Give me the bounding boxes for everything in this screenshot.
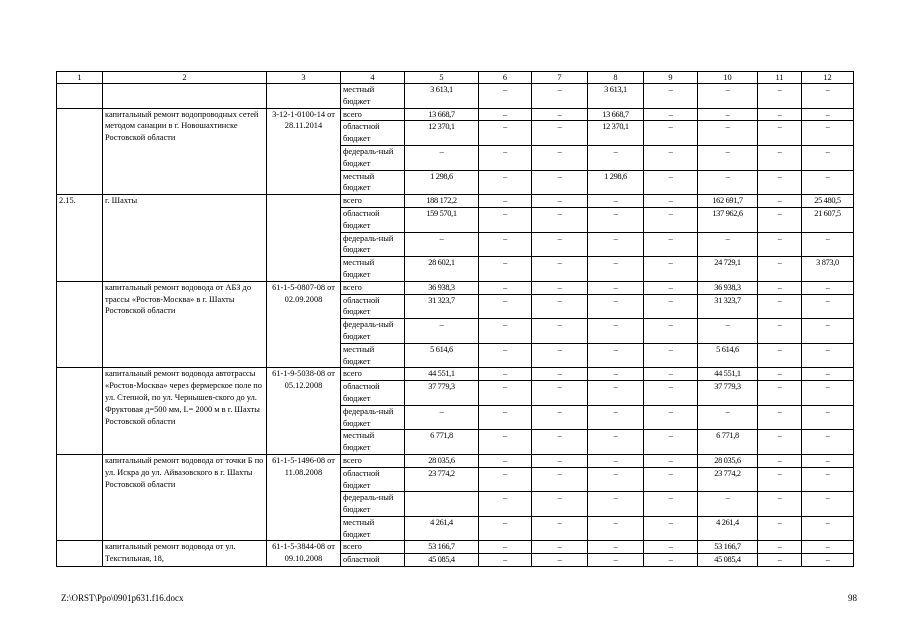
amount-cell: – [588,294,644,319]
amount-cell: – [588,232,644,257]
amount-cell: 31 323,7 [698,294,758,319]
amount-cell: – [479,108,532,121]
amount-cell: – [698,170,758,195]
amount-cell: – [532,195,588,208]
amount-cell: – [644,294,698,319]
amount-cell: – [802,405,854,430]
amount-cell: 53 166,7 [698,541,758,554]
amount-cell: – [479,516,532,541]
amount-cell: 36 938,3 [405,281,479,294]
document-number [267,195,341,282]
amount-cell: – [405,145,479,170]
amount-cell: – [588,516,644,541]
amount-cell: – [532,281,588,294]
amount-cell: – [479,195,532,208]
amount-cell: – [532,319,588,344]
amount-cell: – [644,454,698,467]
column-number-4: 4 [341,72,405,84]
amount-cell: – [802,492,854,517]
item-number [57,281,103,368]
table-row [57,368,854,381]
amount-cell: – [644,207,698,232]
page-number: 98 [848,593,857,603]
amount-cell: – [532,84,588,109]
amount-cell: – [698,108,758,121]
amount-cell: – [479,294,532,319]
amount-cell: – [644,319,698,344]
amount-cell: – [698,319,758,344]
amount-cell: – [758,121,802,146]
column-number-7: 7 [532,72,588,84]
amount-cell: – [802,368,854,381]
amount-cell: – [698,405,758,430]
amount-cell: – [802,554,854,567]
item-number [57,454,103,541]
amount-cell: 1 298,6 [588,170,644,195]
amount-cell: – [644,516,698,541]
amount-cell: – [758,281,802,294]
amount-cell: – [479,145,532,170]
item-number [57,108,103,195]
object-name: капитальный ремонт водовода от ул. Текстильная, 18, [103,541,267,567]
amount-cell: – [758,430,802,455]
amount-cell: 23 774,2 [698,467,758,492]
amount-cell: – [532,381,588,406]
amount-cell: 31 323,7 [405,294,479,319]
amount-cell: – [405,405,479,430]
object-name: капитальный ремонт водовода от точки Б по ул. Искра до ул. Айвазовского в г. Шахты Ростовской области [103,454,267,541]
amount-cell: – [588,207,644,232]
amount-cell: – [644,170,698,195]
amount-cell: – [479,554,532,567]
amount-cell: – [479,405,532,430]
amount-cell: 53 166,7 [405,541,479,554]
amount-cell: – [698,84,758,109]
amount-cell: – [644,554,698,567]
amount-cell: – [802,430,854,455]
amount-cell: – [532,554,588,567]
amount-cell: – [644,381,698,406]
amount-cell: – [802,145,854,170]
funding-source: федераль-ный бюджет [341,405,405,430]
amount-cell: – [479,541,532,554]
object-name: г. Шахты [103,195,267,282]
amount-cell: – [479,343,532,368]
amount-cell [405,492,479,517]
amount-cell: 36 938,3 [698,281,758,294]
amount-cell: 1 298,6 [405,170,479,195]
funding-source: областной бюджет [341,207,405,232]
amount-cell: – [802,121,854,146]
amount-cell: – [479,492,532,517]
column-number-12: 12 [802,72,854,84]
amount-cell: – [532,454,588,467]
amount-cell: – [758,516,802,541]
funding-source: федераль-ный бюджет [341,232,405,257]
amount-cell: – [644,405,698,430]
amount-cell: – [802,294,854,319]
amount-cell: – [532,467,588,492]
amount-cell: – [532,405,588,430]
amount-cell: – [479,467,532,492]
amount-cell: – [758,170,802,195]
amount-cell: – [758,541,802,554]
item-number: 2.15. [57,195,103,282]
amount-cell: – [405,319,479,344]
amount-cell: – [588,405,644,430]
amount-cell: – [532,108,588,121]
amount-cell: – [758,84,802,109]
amount-cell: – [588,554,644,567]
amount-cell: – [644,84,698,109]
funding-source: областной бюджет [341,294,405,319]
amount-cell: 24 729,1 [698,257,758,282]
amount-cell: – [758,207,802,232]
funding-source: областной [341,554,405,567]
amount-cell: 159 570,1 [405,207,479,232]
amount-cell: – [758,368,802,381]
amount-cell: 5 614,6 [698,343,758,368]
amount-cell: – [532,145,588,170]
amount-cell: 21 607,5 [802,207,854,232]
amount-cell: – [532,121,588,146]
column-number-9: 9 [644,72,698,84]
amount-cell: 4 261,4 [698,516,758,541]
amount-cell: – [532,430,588,455]
amount-cell: – [644,492,698,517]
amount-cell: – [698,492,758,517]
amount-cell: – [588,454,644,467]
column-number-8: 8 [588,72,644,84]
column-number-11: 11 [758,72,802,84]
funding-source: всего [341,195,405,208]
amount-cell: – [588,195,644,208]
amount-cell: – [644,541,698,554]
amount-cell: 162 691,7 [698,195,758,208]
amount-cell: – [479,257,532,282]
object-name: капитальный ремонт водопроводных сетей методом санации в г. Новошахтинске Ростовской области [103,108,267,195]
amount-cell: – [802,84,854,109]
column-number-3: 3 [267,72,341,84]
amount-cell: – [479,232,532,257]
amount-cell: – [532,368,588,381]
amount-cell: – [758,343,802,368]
table-row [57,281,854,294]
amount-cell: 137 962,6 [698,207,758,232]
amount-cell: – [758,232,802,257]
amount-cell: – [532,492,588,517]
amount-cell: – [802,281,854,294]
document-number: 61-1-5-1496-08 от 11.08.2008 [267,454,341,541]
amount-cell: – [698,232,758,257]
amount-cell: – [758,145,802,170]
amount-cell: – [644,430,698,455]
amount-cell: 3 613,1 [405,84,479,109]
amount-cell: – [758,319,802,344]
amount-cell: – [532,516,588,541]
amount-cell: – [644,281,698,294]
amount-cell: 28 602,1 [405,257,479,282]
amount-cell: – [532,294,588,319]
amount-cell: – [532,257,588,282]
amount-cell: – [758,554,802,567]
funding-source: областной бюджет [341,121,405,146]
amount-cell: 188 172,2 [405,195,479,208]
amount-cell: – [588,541,644,554]
funding-source: местный бюджет [341,257,405,282]
amount-cell: – [758,467,802,492]
amount-cell: – [802,454,854,467]
funding-source: местный бюджет [341,170,405,195]
table-row [57,454,854,467]
amount-cell: 6 771,8 [698,430,758,455]
amount-cell: – [644,232,698,257]
amount-cell: 37 779,3 [405,381,479,406]
amount-cell: – [802,319,854,344]
funding-source: федераль-ный бюджет [341,492,405,517]
amount-cell: – [644,343,698,368]
amount-cell: – [758,108,802,121]
item-number [57,541,103,567]
amount-cell: – [479,121,532,146]
amount-cell: – [644,145,698,170]
amount-cell: – [532,232,588,257]
amount-cell: – [532,170,588,195]
column-number-5: 5 [405,72,479,84]
amount-cell: 23 774,2 [405,467,479,492]
amount-cell: 12 370,1 [588,121,644,146]
amount-cell: – [532,207,588,232]
amount-cell: 12 370,1 [405,121,479,146]
budget-table [56,71,854,567]
amount-cell: – [802,343,854,368]
amount-cell: – [758,257,802,282]
amount-cell: 4 261,4 [405,516,479,541]
item-number [57,368,103,455]
amount-cell: – [532,343,588,368]
funding-source: местный бюджет [341,343,405,368]
amount-cell: 3 873,0 [802,257,854,282]
amount-cell: – [588,467,644,492]
amount-cell: – [644,368,698,381]
amount-cell: – [479,319,532,344]
table-row [57,84,854,109]
funding-source: областной бюджет [341,467,405,492]
amount-cell: 44 551,1 [405,368,479,381]
table-row [57,108,854,121]
amount-cell: – [802,381,854,406]
amount-cell: – [802,467,854,492]
amount-cell: 25 480,5 [802,195,854,208]
table-row [57,541,854,554]
column-number-10: 10 [698,72,758,84]
amount-cell: – [479,381,532,406]
amount-cell: – [588,368,644,381]
column-number-1: 1 [57,72,103,84]
object-name: капитальный ремонт водовода автотрассы «Ростов-Москва» через фермерское поле по ул. Степной, по ул. Чернышев-ского до ул. Фруктовая д=500 мм, L= 2000 м в г. Шахты Ростовской области [103,368,267,455]
amount-cell: – [698,145,758,170]
amount-cell: 28 035,6 [405,454,479,467]
file-path: Z:\ORST\Ppo\0901p631.f16.docx [61,593,184,603]
amount-cell: 37 779,3 [698,381,758,406]
funding-source: областной бюджет [341,381,405,406]
amount-cell: – [479,430,532,455]
funding-source: всего [341,541,405,554]
document-number [267,84,341,109]
funding-source: местный бюджет [341,430,405,455]
amount-cell: – [758,492,802,517]
amount-cell: – [588,281,644,294]
amount-cell: – [588,492,644,517]
amount-cell: – [588,381,644,406]
amount-cell: 13 668,7 [588,108,644,121]
column-number-2: 2 [103,72,267,84]
amount-cell: – [479,368,532,381]
document-number: 3-12-1-0100-14 от 28.11.2014 [267,108,341,195]
amount-cell: – [405,232,479,257]
amount-cell: – [644,195,698,208]
funding-source: всего [341,108,405,121]
amount-cell: – [588,319,644,344]
amount-cell: 28 035,6 [698,454,758,467]
amount-cell: – [758,381,802,406]
document-number: 61-1-5-0807-08 от 02.09.2008 [267,281,341,368]
amount-cell: – [644,108,698,121]
amount-cell: – [532,541,588,554]
amount-cell: – [479,84,532,109]
amount-cell: – [644,467,698,492]
funding-source: федераль-ный бюджет [341,319,405,344]
document-number: 61-1-9-5038-08 от 05.12.2008 [267,368,341,455]
funding-source: всего [341,281,405,294]
amount-cell: – [588,430,644,455]
amount-cell: – [802,170,854,195]
amount-cell: – [479,454,532,467]
funding-source: всего [341,454,405,467]
document-number: 61-1-5-3844-08 от 09.10.2008 [267,541,341,567]
amount-cell: 13 668,7 [405,108,479,121]
funding-source: всего [341,368,405,381]
amount-cell: – [802,541,854,554]
object-name: капитальный ремонт водовода от АБЗ до трассы «Ростов-Москва» в г. Шахты Ростовской области [103,281,267,368]
amount-cell: – [588,145,644,170]
amount-cell: – [802,108,854,121]
item-number [57,84,103,109]
amount-cell: – [588,343,644,368]
amount-cell: – [479,207,532,232]
amount-cell: 5 614,6 [405,343,479,368]
amount-cell: – [758,294,802,319]
column-number-6: 6 [479,72,532,84]
amount-cell: 45 085,4 [405,554,479,567]
amount-cell: 45 085,4 [698,554,758,567]
amount-cell: – [588,257,644,282]
amount-cell: – [698,121,758,146]
amount-cell: – [644,257,698,282]
table-row [57,195,854,208]
amount-cell: – [802,232,854,257]
funding-source: местный бюджет [341,516,405,541]
amount-cell: – [758,195,802,208]
amount-cell: 44 551,1 [698,368,758,381]
amount-cell: – [644,121,698,146]
amount-cell: 6 771,8 [405,430,479,455]
object-name [103,84,267,109]
funding-source: федераль-ный бюджет [341,145,405,170]
amount-cell: – [802,516,854,541]
header-row [57,72,854,84]
amount-cell: – [758,405,802,430]
funding-source: местный бюджет [341,84,405,109]
amount-cell: – [479,170,532,195]
amount-cell: – [758,454,802,467]
amount-cell: 3 613,1 [588,84,644,109]
amount-cell: – [479,281,532,294]
